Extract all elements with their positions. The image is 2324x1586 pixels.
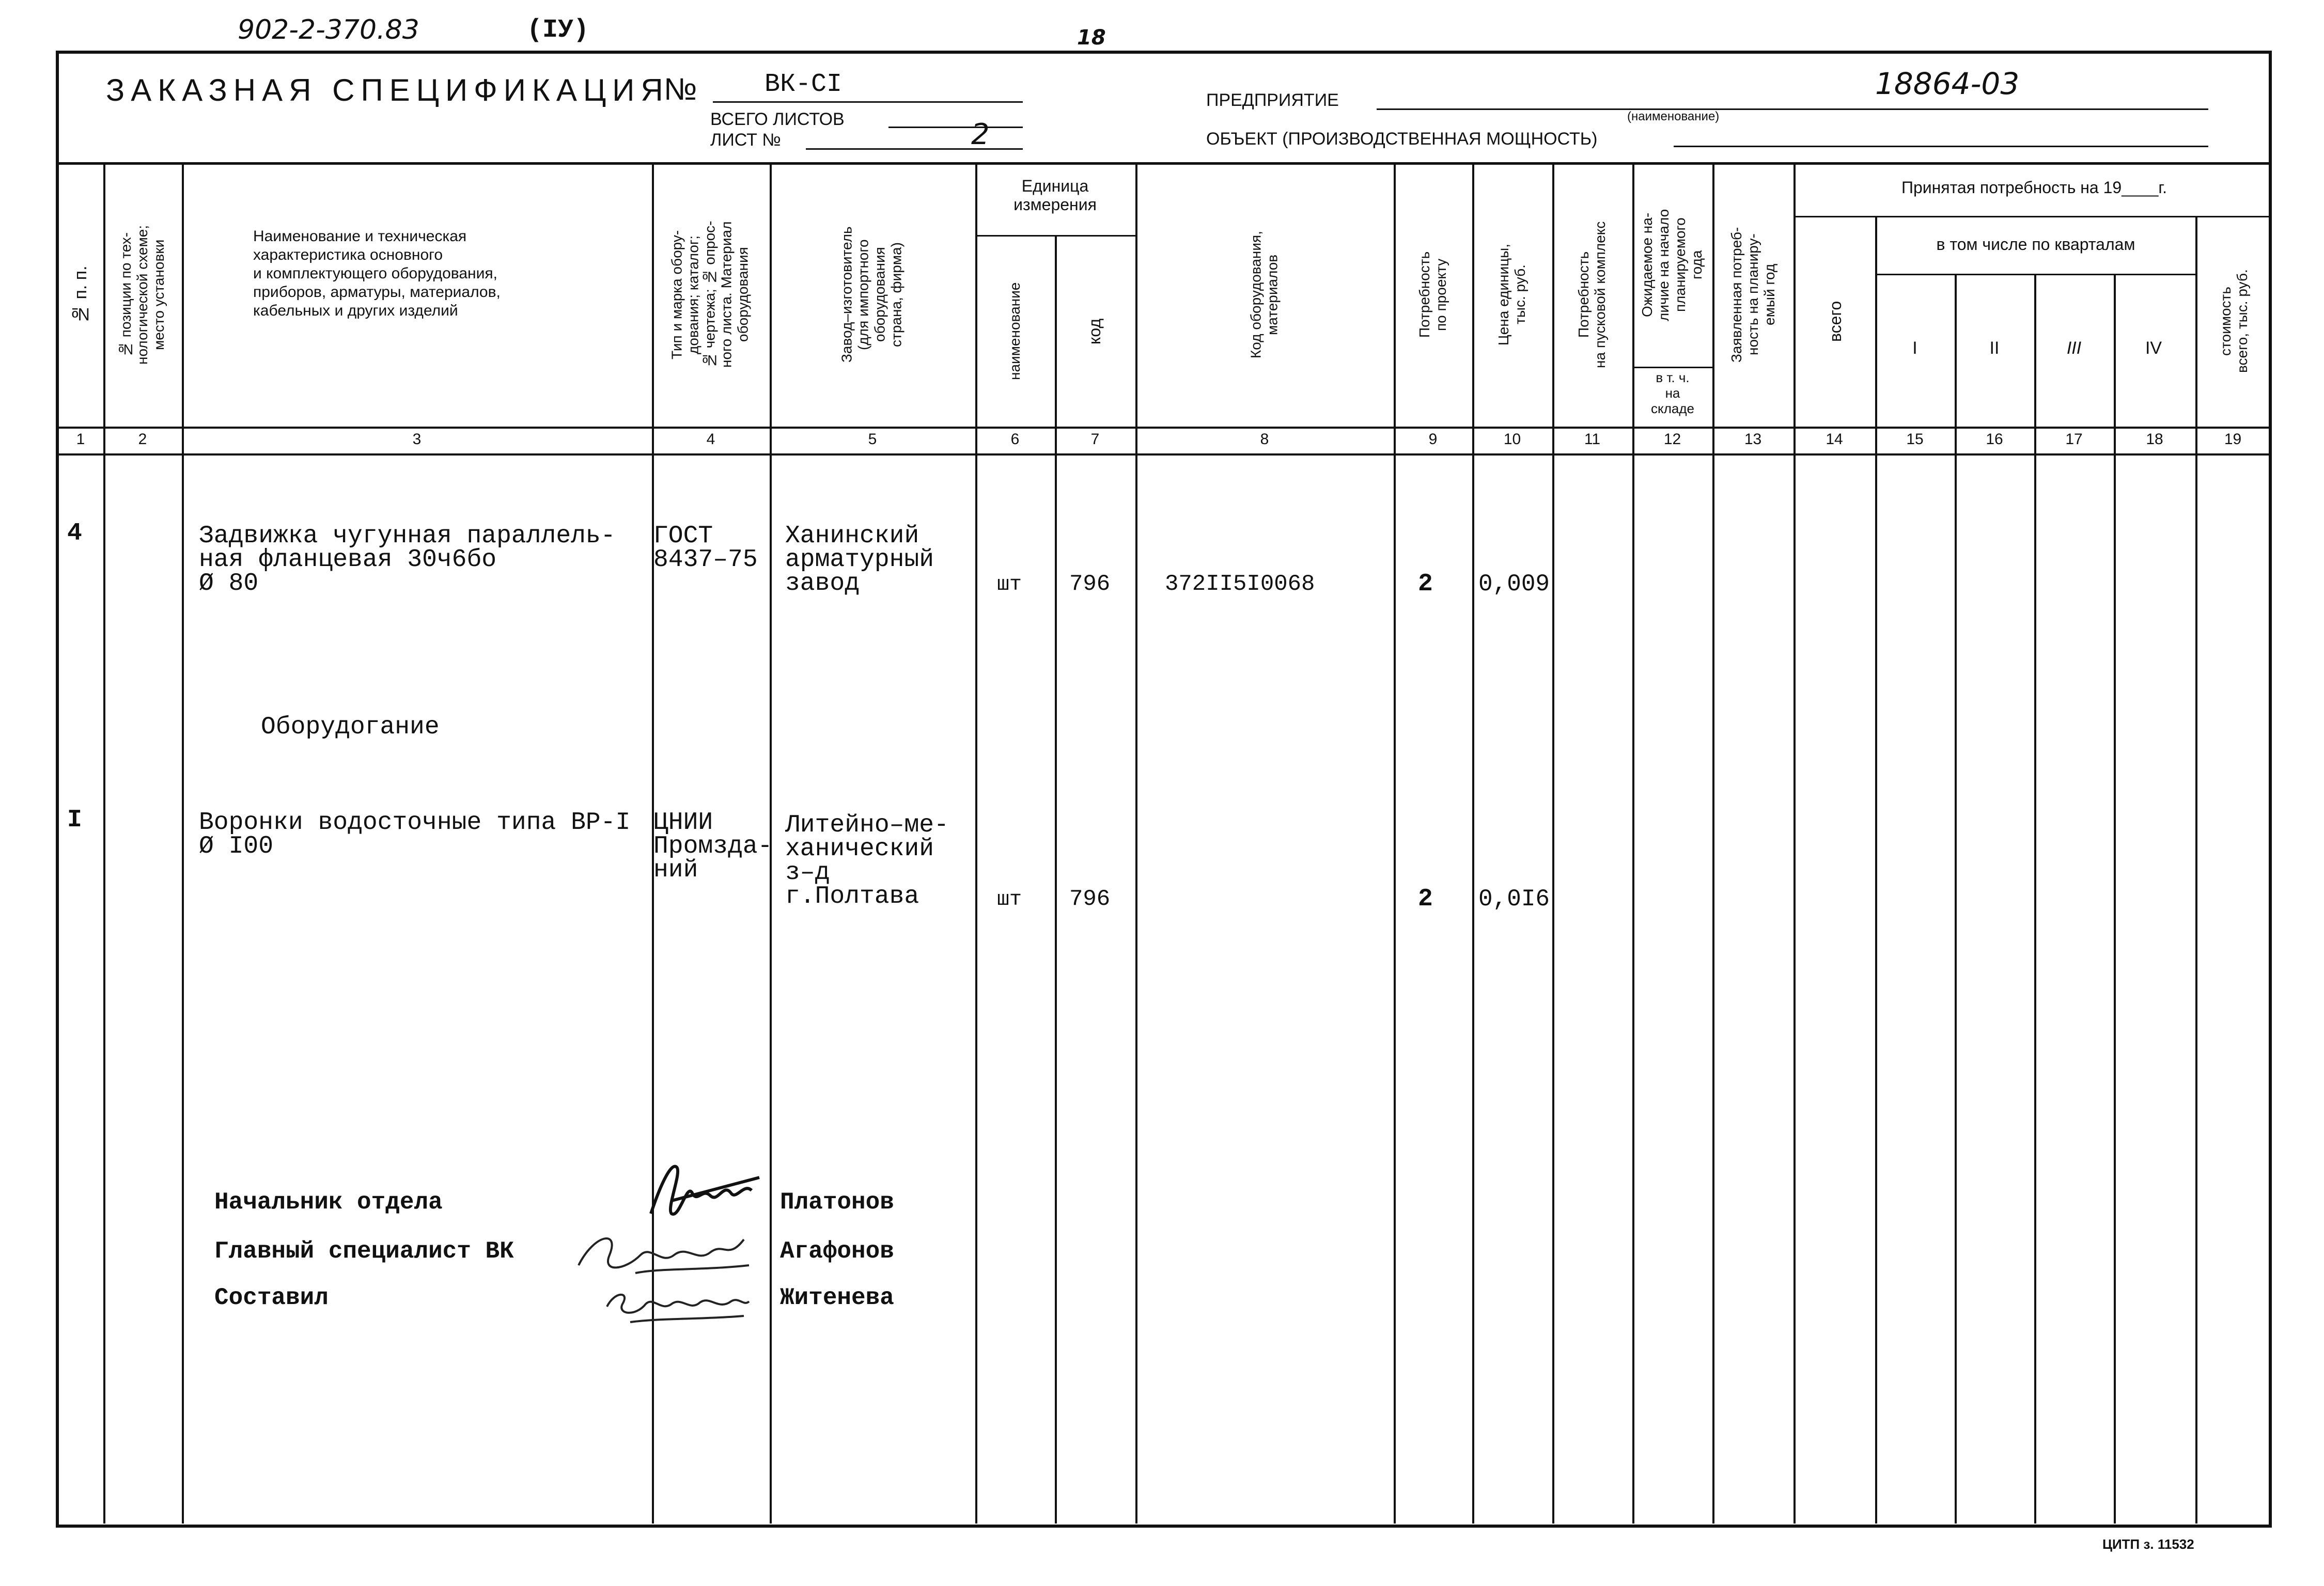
signature-scribble-2 (573, 1224, 759, 1281)
column-divider-c17 (2114, 274, 2116, 1524)
sheet-number-value: 2 (971, 118, 990, 151)
header-row-number: № п. п. (71, 265, 90, 324)
column-divider-c11 (1632, 162, 1634, 1524)
row2-type: ЦНИИ Промзда- ний (653, 809, 773, 884)
sheets-total-line (888, 106, 1023, 128)
signature-name-2: Агафонов (780, 1238, 894, 1265)
header-price: Цена единицы, тыс. руб. (1495, 243, 1528, 346)
column-number-9: 9 (1428, 431, 1438, 448)
row1-unit-code: 796 (1069, 571, 1111, 597)
header-declared: Заявленная потреб- ность на планиру- емый год (1728, 227, 1777, 363)
header-start-complex: Потребность на пусковой комплекс (1576, 221, 1608, 368)
column-divider-c6 (1055, 235, 1057, 1524)
signature-scribble-1 (641, 1152, 770, 1224)
colnum-bottom-line (56, 453, 2272, 456)
header-position: № позиции по тех- нологической схеме; место установки (118, 225, 167, 365)
header-total: всего (1826, 301, 1845, 342)
row1-name: Задвижка чугунная параллель- ная фланцевая 30ч6бо Ø 80 (199, 522, 616, 598)
header-quarters-group: в том числе по кварталам (1936, 235, 2135, 254)
row1-number: 4 (67, 520, 82, 547)
header-qty: Потребность по проекту (1416, 251, 1449, 338)
header-type: Тип и марка обору- дования; каталог; № чертежа; № опрос- ного листа. Материал оборудования (668, 221, 751, 369)
row1-unit: шт (997, 573, 1022, 596)
column-number-4: 4 (706, 431, 715, 448)
column-divider-c18 (2195, 216, 2197, 1524)
header-in-storage: в т. ч. на складе (1651, 370, 1694, 416)
signature-name-1: Платонов (780, 1189, 894, 1216)
header-cost: стоимость всего, тыс. руб. (2218, 269, 2250, 373)
volume-label: (IУ) (527, 15, 589, 45)
column-number-1: 1 (76, 431, 85, 448)
header-equip-code: Код оборудования, материалов (1247, 231, 1281, 358)
header-quarter-4: IV (2145, 338, 2162, 358)
header-name: Наименование и техническая характеристика основного и комплектующего оборудования, приборов, арматуры, материалов, кабельных и других изделий (253, 228, 501, 319)
header-quarter-2: II (1989, 338, 2000, 358)
header-quarter-1: I (1912, 338, 1917, 358)
row1-maker: Ханинский арматурный завод (785, 522, 934, 598)
enterprise-value: 18864-03 (1875, 66, 2020, 101)
header-quarter-3: III (2066, 338, 2082, 358)
sheets-total-label: ВСЕГО ЛИСТОВ (710, 109, 845, 129)
column-number-13: 13 (1744, 431, 1762, 448)
enterprise-line (1377, 83, 2208, 110)
header-accepted-group: Принятая потребность на 19____г. (1901, 178, 2167, 197)
spec-number-label: № (664, 72, 697, 106)
header-expected: Ожидаемое на- личие на начало планируемого года (1639, 209, 1705, 321)
header-unit-code: код (1085, 318, 1104, 344)
header-maker: Завод–изготовитель (для импортного оборудования страна, фирма) (838, 226, 904, 363)
column-number-11: 11 (1584, 431, 1601, 448)
row1-price: 0,009 (1478, 571, 1550, 598)
spec-number-value: ВК-СI (765, 70, 843, 99)
column-divider-c2 (182, 162, 184, 1524)
signature-role-1: Начальник отдела (214, 1189, 443, 1216)
print-stamp: ЦИТП з. 11532 (2102, 1536, 2194, 1552)
section-heading: Оборудогание (261, 713, 440, 741)
row2-unit: шт (997, 888, 1022, 912)
column-number-12: 12 (1663, 431, 1681, 448)
row2-maker: Литейно–ме- ханический з–д г.Полтава (785, 811, 949, 910)
column-number-18: 18 (2146, 431, 2163, 448)
row1-type: ГОСТ 8437–75 (653, 522, 758, 574)
enterprise-label: ПРЕДПРИЯТИЕ (1206, 90, 1339, 110)
row2-name: Воронки водосточные типа ВР-I Ø I00 (199, 809, 631, 860)
row1-equip-code: 372II5I0068 (1165, 571, 1315, 597)
header-unit-name: наименование (1007, 282, 1023, 381)
sheet-number-label: ЛИСТ № (710, 130, 781, 150)
column-number-6: 6 (1010, 431, 1020, 448)
signature-scribble-3 (599, 1281, 754, 1327)
spec-number-line (713, 72, 1023, 103)
column-divider-c15 (1955, 274, 1957, 1524)
row1-qty: 2 (1418, 570, 1433, 598)
signature-name-3: Житенева (780, 1284, 894, 1311)
row2-price: 0,0I6 (1478, 886, 1550, 913)
signature-role-2: Главный специалист ВК (214, 1238, 514, 1265)
column-number-16: 16 (1986, 431, 2003, 448)
form-title: ЗАКАЗНАЯ СПЕЦИФИКАЦИЯ (106, 73, 669, 107)
object-label: ОБЪЕКТ (ПРОИЗВОДСТВЕННАЯ МОЩНОСТЬ) (1206, 129, 1598, 149)
storage-sub-line (1632, 367, 1712, 368)
document-code: 902-2-370.83 (238, 14, 419, 45)
column-number-2: 2 (138, 431, 147, 448)
signature-role-3: Составил (214, 1284, 329, 1311)
column-number-5: 5 (868, 431, 877, 448)
accepted-group-line (1795, 216, 2272, 217)
column-number-14: 14 (1826, 431, 1843, 448)
naming-note: (наименование) (1627, 109, 1720, 123)
column-number-10: 10 (1503, 431, 1521, 448)
colnum-top-line (56, 427, 2272, 429)
sheet-number-line (806, 127, 1023, 150)
row2-number: I (67, 806, 82, 834)
row2-unit-code: 796 (1069, 886, 1111, 912)
column-number-15: 15 (1906, 431, 1924, 448)
header-unit-group: Единица измерения (1013, 177, 1097, 214)
column-number-8: 8 (1260, 431, 1269, 448)
column-divider-c16 (2034, 274, 2036, 1524)
column-divider-c13 (1793, 162, 1796, 1524)
page-number: 18 (1077, 26, 1106, 50)
object-line (1674, 123, 2208, 147)
column-number-3: 3 (412, 431, 422, 448)
column-number-7: 7 (1090, 431, 1100, 448)
column-divider-c14 (1875, 216, 1877, 1524)
column-number-17: 17 (2065, 431, 2083, 448)
row2-qty: 2 (1418, 885, 1433, 913)
column-number-19: 19 (2224, 431, 2242, 448)
